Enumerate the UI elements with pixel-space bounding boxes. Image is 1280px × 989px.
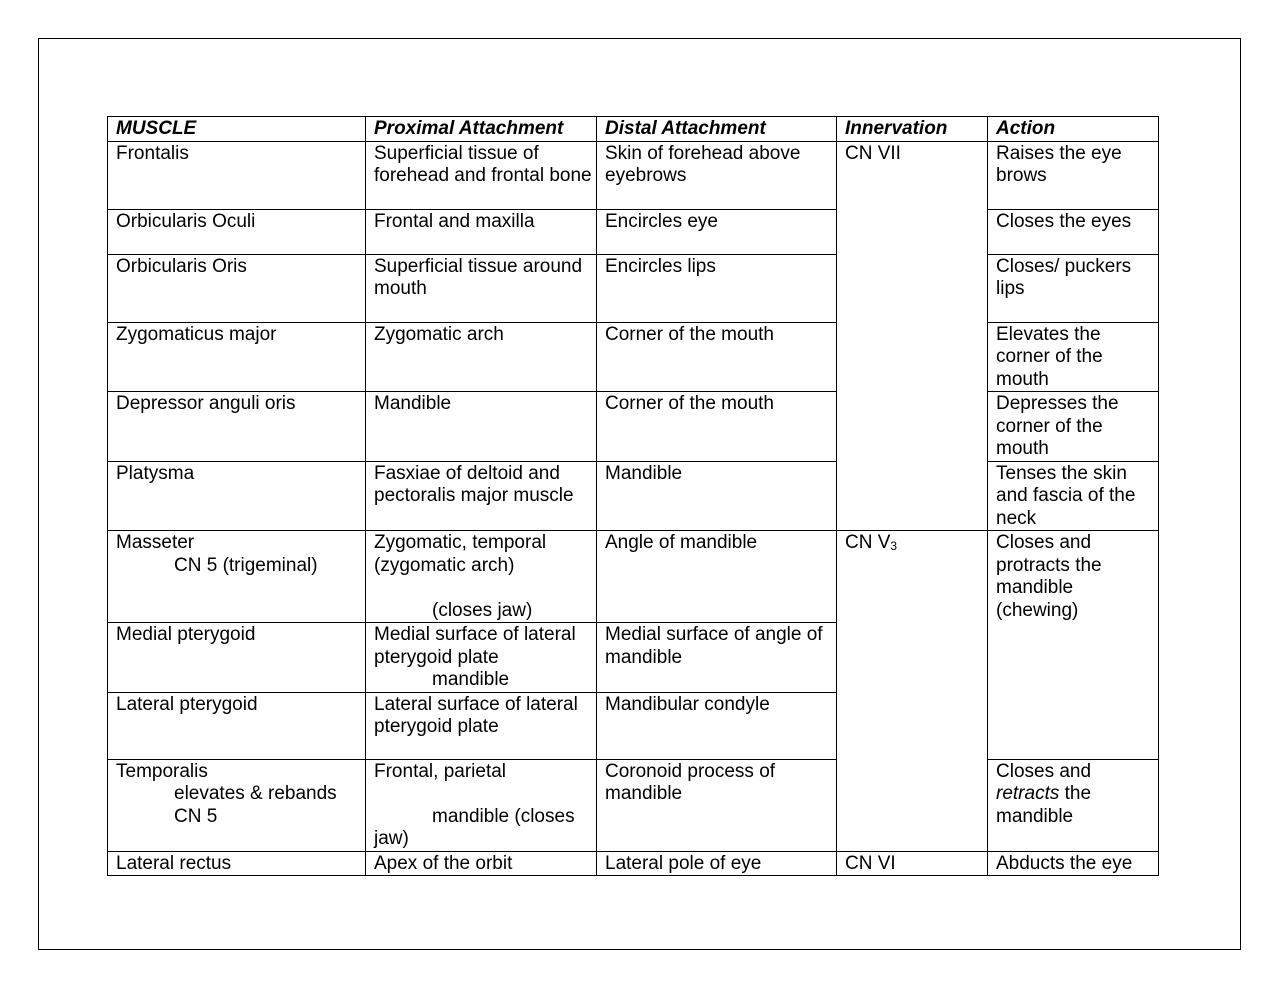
table-row bbox=[108, 209, 1159, 254]
proximal-note: (closes jaw) bbox=[432, 599, 533, 621]
muscle-name: Masseter bbox=[116, 532, 195, 553]
proximal-attachment: Frontal and maxilla bbox=[366, 209, 597, 254]
distal-attachment: Mandibular condyle bbox=[597, 692, 837, 759]
proximal-attachment: Medial surface of lateral pterygoid plate bbox=[374, 624, 576, 668]
header-innervation: Innervation bbox=[837, 117, 988, 142]
spacer-line bbox=[374, 783, 596, 806]
header-muscle: MUSCLE bbox=[108, 117, 366, 142]
proximal-attachment: Mandible bbox=[366, 392, 597, 462]
action: Closes and protracts the mandible (chewing) bbox=[988, 531, 1159, 760]
header-action: Action bbox=[988, 117, 1159, 142]
muscle-table bbox=[107, 116, 1159, 876]
action: Depresses the corner of the mouth bbox=[988, 392, 1159, 462]
action: Closes the eyes bbox=[988, 209, 1159, 254]
muscle-name: Medial pterygoid bbox=[108, 623, 366, 693]
header-row bbox=[108, 117, 1159, 142]
proximal-cell bbox=[366, 623, 597, 693]
distal-attachment: Encircles eye bbox=[597, 209, 837, 254]
muscle-name: Frontalis bbox=[108, 141, 366, 209]
proximal-cell bbox=[366, 531, 597, 623]
distal-attachment: Medial surface of angle of mandible bbox=[597, 623, 837, 693]
distal-attachment: Angle of mandible bbox=[597, 531, 837, 623]
muscle-name: Lateral pterygoid bbox=[108, 692, 366, 759]
proximal-attachment: Frontal, parietal bbox=[374, 760, 507, 782]
action: Closes and bbox=[996, 760, 1092, 782]
table-row bbox=[108, 759, 1159, 851]
action: Raises the eye brows bbox=[988, 141, 1159, 209]
action: mandible bbox=[996, 805, 1074, 827]
proximal-attachment: Apex of the orbit bbox=[366, 851, 597, 876]
distal-attachment: Skin of forehead above eyebrows bbox=[597, 141, 837, 209]
proximal-attachment: Fasxiae of deltoid and pectoralis major muscle bbox=[366, 461, 597, 531]
muscle-note: CN 5 (trigeminal) bbox=[174, 554, 318, 576]
action: Abducts the eye bbox=[988, 851, 1159, 876]
proximal-cell bbox=[366, 759, 597, 851]
proximal-attachment: Zygomatic, temporal (zygomatic arch) bbox=[374, 532, 547, 576]
table-row bbox=[108, 851, 1159, 876]
action: the bbox=[1059, 783, 1092, 804]
table-row bbox=[108, 141, 1159, 209]
table-row bbox=[108, 461, 1159, 531]
muscle-name: Lateral rectus bbox=[108, 851, 366, 876]
distal-attachment: Mandible bbox=[597, 461, 837, 531]
muscle-note: CN 5 bbox=[174, 805, 218, 827]
muscle-name: Platysma bbox=[108, 461, 366, 531]
action-line bbox=[996, 783, 1158, 806]
proximal-note: mandible (closes bbox=[432, 805, 575, 827]
innervation-facial: CN VII bbox=[837, 141, 988, 531]
distal-attachment: Coronoid process of mandible bbox=[597, 759, 837, 851]
proximal-attachment: Lateral surface of lateral pterygoid plate bbox=[366, 692, 597, 759]
action-emphasis: retracts bbox=[996, 783, 1060, 804]
action: Elevates the corner of the mouth bbox=[988, 322, 1159, 392]
muscle-cell bbox=[108, 531, 366, 623]
header-proximal: Proximal Attachment bbox=[366, 117, 597, 142]
muscle-cell bbox=[108, 759, 366, 851]
muscle-name: Zygomaticus major bbox=[108, 322, 366, 392]
muscle-note: elevates & rebands bbox=[174, 783, 337, 804]
distal-attachment: Encircles lips bbox=[597, 254, 837, 322]
muscle-name: Depressor anguli oris bbox=[108, 392, 366, 462]
table-row bbox=[108, 322, 1159, 392]
table-row bbox=[108, 392, 1159, 462]
muscle-name: Orbicularis Oris bbox=[108, 254, 366, 322]
innervation-trigeminal bbox=[837, 531, 988, 852]
distal-attachment: Lateral pole of eye bbox=[597, 851, 837, 876]
proximal-attachment: Superficial tissue around mouth bbox=[366, 254, 597, 322]
action: Closes/ puckers lips bbox=[988, 254, 1159, 322]
muscle-name: Temporalis bbox=[116, 760, 208, 782]
action: Tenses the skin and fascia of the neck bbox=[988, 461, 1159, 531]
proximal-note: mandible bbox=[432, 669, 510, 690]
distal-attachment: Corner of the mouth bbox=[597, 322, 837, 392]
header-distal: Distal Attachment bbox=[597, 117, 837, 142]
distal-attachment: Corner of the mouth bbox=[597, 392, 837, 462]
table-row bbox=[108, 254, 1159, 322]
innervation-prefix: CN V bbox=[845, 532, 891, 553]
muscle-name: Orbicularis Oculi bbox=[108, 209, 366, 254]
innervation-subscript: 3 bbox=[890, 539, 898, 553]
table-row bbox=[108, 531, 1159, 623]
proximal-note: jaw) bbox=[374, 828, 409, 849]
action-cell bbox=[988, 759, 1159, 851]
proximal-attachment: Superficial tissue of forehead and frontal bone bbox=[366, 141, 597, 209]
spacer-line bbox=[374, 577, 596, 600]
proximal-attachment: Zygomatic arch bbox=[366, 322, 597, 392]
innervation: CN VI bbox=[837, 851, 988, 876]
